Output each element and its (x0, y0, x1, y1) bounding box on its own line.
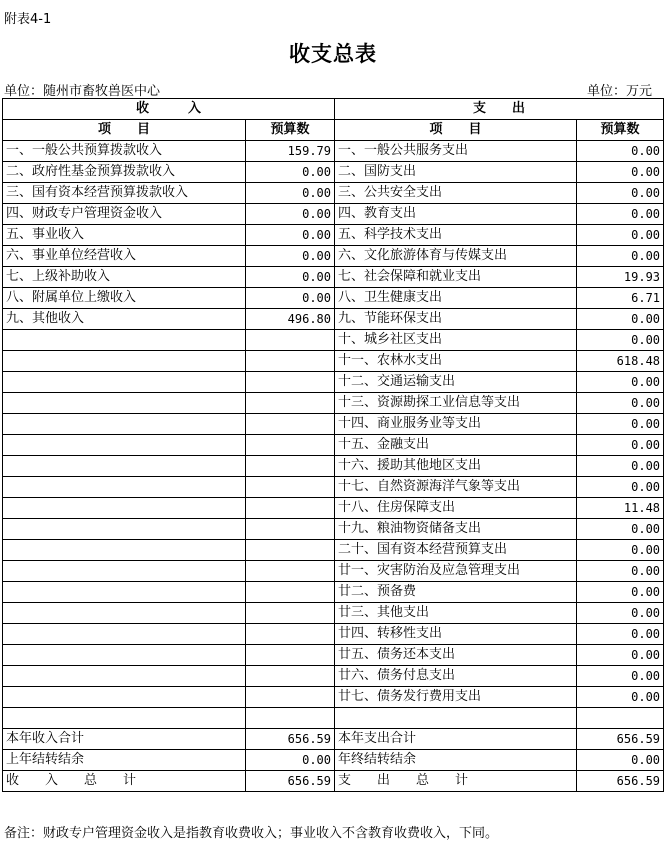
income-item-cell: 一、一般公共预算拨款收入 (3, 141, 246, 162)
table-row (3, 729, 664, 750)
income-item-cell (3, 561, 246, 582)
expense-value-cell: 0.00 (577, 162, 664, 183)
expense-value-cell (577, 708, 664, 729)
income-item-cell (3, 351, 246, 372)
income-value-cell (246, 624, 335, 645)
unit-organization: 单位：随州市畜牧兽医中心 (4, 84, 161, 99)
table-row (3, 624, 664, 645)
expense-item-cell: 十四、商业服务业等支出 (335, 414, 577, 435)
expense-value-cell: 0.00 (577, 204, 664, 225)
expense-item-cell: 九、节能环保支出 (335, 309, 577, 330)
income-value-cell: 656.59 (246, 729, 335, 750)
income-budget-header: 预算数 (246, 120, 335, 141)
income-value-cell (246, 687, 335, 708)
income-value-cell (246, 582, 335, 603)
income-item-cell (3, 519, 246, 540)
expense-item-cell: 十二、交通运输支出 (335, 372, 577, 393)
income-item-cell (3, 456, 246, 477)
table-row (3, 435, 664, 456)
income-value-cell: 0.00 (246, 750, 335, 771)
table-row (3, 645, 664, 666)
table-row (3, 708, 664, 729)
expense-value-cell: 0.00 (577, 309, 664, 330)
income-item-cell: 上年结转结余 (3, 750, 246, 771)
expense-value-cell: 0.00 (577, 183, 664, 204)
expense-value-cell: 0.00 (577, 750, 664, 771)
expense-item-cell: 廿五、债务还本支出 (335, 645, 577, 666)
expense-item-cell: 一、一般公共服务支出 (335, 141, 577, 162)
table-row (3, 687, 664, 708)
expense-item-cell: 八、卫生健康支出 (335, 288, 577, 309)
table-row (3, 309, 664, 330)
table-row (3, 204, 664, 225)
expense-item-cell: 二、国防支出 (335, 162, 577, 183)
expense-item-cell: 十五、金融支出 (335, 435, 577, 456)
income-item-cell (3, 582, 246, 603)
income-value-cell: 0.00 (246, 246, 335, 267)
expense-item-cell: 廿六、债务付息支出 (335, 666, 577, 687)
income-value-cell (246, 372, 335, 393)
income-item-cell (3, 645, 246, 666)
expense-value-cell: 19.93 (577, 267, 664, 288)
income-item-cell: 本年收入合计 (3, 729, 246, 750)
expense-item-cell: 廿二、预备费 (335, 582, 577, 603)
page-title: 收支总表 (289, 42, 377, 66)
expense-value-cell: 656.59 (577, 729, 664, 750)
table-row (3, 771, 664, 792)
expense-value-cell: 0.00 (577, 603, 664, 624)
expense-value-cell: 0.00 (577, 456, 664, 477)
income-value-cell (246, 603, 335, 624)
income-value-cell: 0.00 (246, 162, 335, 183)
expense-item-cell: 十七、自然资源海洋气象等支出 (335, 477, 577, 498)
expense-value-cell: 0.00 (577, 519, 664, 540)
income-value-cell: 159.79 (246, 141, 335, 162)
expense-value-cell: 0.00 (577, 687, 664, 708)
expense-item-cell: 十三、资源勘探工业信息等支出 (335, 393, 577, 414)
income-item-cell (3, 372, 246, 393)
table-row (3, 330, 664, 351)
income-item-cell: 五、事业收入 (3, 225, 246, 246)
income-item-header: 项 目 (3, 120, 246, 141)
income-item-cell (3, 435, 246, 456)
income-section-header: 收 入 (3, 99, 335, 120)
income-value-cell (246, 498, 335, 519)
expense-value-cell: 0.00 (577, 393, 664, 414)
expense-value-cell: 656.59 (577, 771, 664, 792)
expense-value-cell: 0.00 (577, 414, 664, 435)
income-value-cell (246, 393, 335, 414)
income-value-cell: 0.00 (246, 225, 335, 246)
table-row (3, 225, 664, 246)
table-row (3, 141, 664, 162)
table-row (3, 393, 664, 414)
expense-value-cell: 11.48 (577, 498, 664, 519)
income-value-cell (246, 708, 335, 729)
expense-value-cell: 0.00 (577, 330, 664, 351)
expense-value-cell: 0.00 (577, 225, 664, 246)
expense-item-cell: 十一、农林水支出 (335, 351, 577, 372)
income-value-cell (246, 645, 335, 666)
attachment-label: 附表4-1 (4, 12, 52, 27)
income-item-cell (3, 624, 246, 645)
table-row (3, 162, 664, 183)
table-row (3, 456, 664, 477)
expense-value-cell: 0.00 (577, 666, 664, 687)
income-item-cell: 六、事业单位经营收入 (3, 246, 246, 267)
expense-item-cell: 本年支出合计 (335, 729, 577, 750)
expense-value-cell: 0.00 (577, 141, 664, 162)
income-value-cell (246, 477, 335, 498)
income-item-cell (3, 603, 246, 624)
income-item-cell: 四、财政专户管理资金收入 (3, 204, 246, 225)
income-value-cell: 0.00 (246, 204, 335, 225)
income-value-cell (246, 435, 335, 456)
expense-value-cell: 0.00 (577, 561, 664, 582)
expense-item-header: 项 目 (335, 120, 577, 141)
income-item-cell (3, 666, 246, 687)
income-value-cell (246, 540, 335, 561)
income-item-cell: 三、国有资本经营预算拨款收入 (3, 183, 246, 204)
expense-item-cell: 支 出 总 计 (335, 771, 577, 792)
income-item-cell (3, 414, 246, 435)
income-value-cell: 496.80 (246, 309, 335, 330)
table-row (3, 351, 664, 372)
expense-item-cell: 廿七、债务发行费用支出 (335, 687, 577, 708)
expense-value-cell: 0.00 (577, 435, 664, 456)
income-item-cell: 八、附属单位上缴收入 (3, 288, 246, 309)
expense-item-cell: 十、城乡社区支出 (335, 330, 577, 351)
expense-value-cell: 618.48 (577, 351, 664, 372)
expense-item-cell: 六、文化旅游体育与传媒支出 (335, 246, 577, 267)
table-row (3, 519, 664, 540)
income-item-cell (3, 708, 246, 729)
expense-value-cell: 6.71 (577, 288, 664, 309)
expense-value-cell: 0.00 (577, 246, 664, 267)
income-item-cell: 二、政府性基金预算拨款收入 (3, 162, 246, 183)
table-row (3, 267, 664, 288)
expense-item-cell (335, 708, 577, 729)
expense-value-cell: 0.00 (577, 582, 664, 603)
expense-item-cell: 十六、援助其他地区支出 (335, 456, 577, 477)
expense-item-cell: 廿一、灾害防治及应急管理支出 (335, 561, 577, 582)
section-header-row (3, 99, 664, 120)
income-value-cell: 656.59 (246, 771, 335, 792)
income-value-cell (246, 330, 335, 351)
table-row (3, 477, 664, 498)
expense-item-cell: 十八、住房保障支出 (335, 498, 577, 519)
expense-item-cell: 廿四、转移性支出 (335, 624, 577, 645)
expense-item-cell: 三、公共安全支出 (335, 183, 577, 204)
income-value-cell (246, 666, 335, 687)
table-row (3, 246, 664, 267)
expense-item-cell: 廿三、其他支出 (335, 603, 577, 624)
unit-currency: 单位：万元 (586, 84, 652, 99)
income-item-cell: 收 入 总 计 (3, 771, 246, 792)
expense-item-cell: 年终结转结余 (335, 750, 577, 771)
expense-budget-header: 预算数 (577, 120, 664, 141)
income-item-cell: 七、上级补助收入 (3, 267, 246, 288)
table-row (3, 288, 664, 309)
budget-summary-table (2, 98, 664, 792)
expense-item-cell: 七、社会保障和就业支出 (335, 267, 577, 288)
table-row (3, 750, 664, 771)
expense-value-cell: 0.00 (577, 645, 664, 666)
table-row (3, 183, 664, 204)
income-item-cell (3, 393, 246, 414)
income-value-cell (246, 414, 335, 435)
income-value-cell: 0.00 (246, 288, 335, 309)
table-row (3, 561, 664, 582)
table-row (3, 603, 664, 624)
income-item-cell: 九、其他收入 (3, 309, 246, 330)
table-row (3, 582, 664, 603)
expense-value-cell: 0.00 (577, 372, 664, 393)
income-item-cell (3, 540, 246, 561)
expense-item-cell: 二十、国有资本经营预算支出 (335, 540, 577, 561)
footnote: 备注：财政专户管理资金收入是指教育收费收入；事业收入不含教育收费收入，下同。 (4, 826, 499, 841)
income-value-cell: 0.00 (246, 267, 335, 288)
expense-value-cell: 0.00 (577, 540, 664, 561)
expense-value-cell: 0.00 (577, 477, 664, 498)
income-item-cell (3, 498, 246, 519)
income-value-cell (246, 351, 335, 372)
expense-item-cell: 五、科学技术支出 (335, 225, 577, 246)
income-value-cell (246, 561, 335, 582)
table-row (3, 498, 664, 519)
expense-value-cell: 0.00 (577, 624, 664, 645)
expense-item-cell: 十九、粮油物资储备支出 (335, 519, 577, 540)
income-item-cell (3, 687, 246, 708)
income-item-cell (3, 477, 246, 498)
table-row (3, 540, 664, 561)
table-row (3, 372, 664, 393)
income-value-cell: 0.00 (246, 183, 335, 204)
column-header-row (3, 120, 664, 141)
table-row (3, 414, 664, 435)
expense-item-cell: 四、教育支出 (335, 204, 577, 225)
income-value-cell (246, 456, 335, 477)
income-value-cell (246, 519, 335, 540)
income-item-cell (3, 330, 246, 351)
expense-section-header: 支 出 (335, 99, 664, 120)
table-row (3, 666, 664, 687)
